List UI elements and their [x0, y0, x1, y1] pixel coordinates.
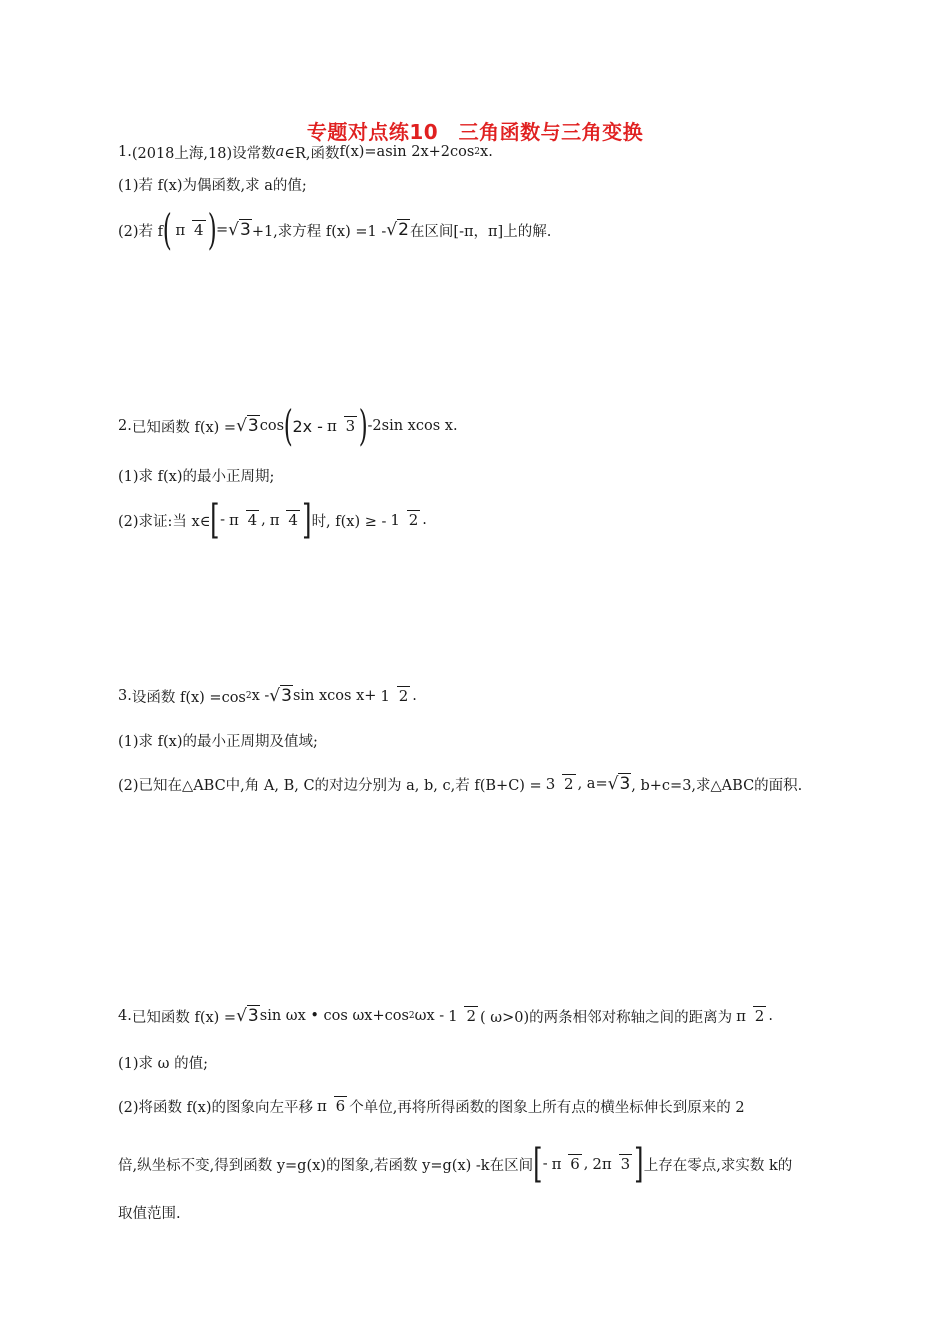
denominator: 2 [398, 687, 409, 705]
stem-text: -2sin xcos x. [367, 418, 458, 434]
stem-text: ωx - [414, 1008, 445, 1024]
problem-4-part2 [118, 1086, 745, 1126]
left-bracket: [ [533, 1141, 543, 1187]
stem-text: (2)将函数 f(x)的图象向左平移 [118, 1099, 314, 1116]
denominator: 6 [570, 1155, 580, 1173]
numerator: π [736, 1007, 747, 1025]
stem-text: (2018上海,18)设常数 [131, 145, 276, 162]
fraction [173, 221, 205, 239]
problem-number: 1. [118, 144, 132, 160]
problem-2-part1: (1)求 f(x)的最小正周期; [118, 468, 275, 485]
fraction [590, 1155, 632, 1173]
sqrt: √2 [386, 220, 409, 240]
sqrt: √3 [236, 416, 259, 436]
stem-text: (2)求证:当 x∈ [118, 513, 211, 530]
stem-text: . [412, 688, 417, 704]
numerator: 1 [380, 687, 390, 705]
fraction [734, 1007, 766, 1025]
numerator: π [326, 417, 337, 435]
numerator: 1 [390, 511, 400, 529]
exponent: 2 [408, 1011, 415, 1021]
problem-3-part1: (1)求 f(x)的最小正周期及值域; [118, 733, 318, 750]
problem-4-stem [118, 996, 773, 1036]
numerator: π [317, 1097, 327, 1115]
problem-number: 4. [118, 1008, 132, 1024]
problem-1-part1: (1)若 f(x)为偶函数,求 a的值; [118, 177, 307, 194]
denominator: 4 [288, 511, 298, 529]
problem-4-part4: 取值范围. [118, 1205, 181, 1222]
stem-text: 已知函数 f(x) = [131, 1009, 237, 1026]
denominator: 2 [754, 1007, 765, 1025]
numerator: 3 [545, 775, 556, 793]
stem-text: 2x - [292, 416, 323, 436]
left-paren: ( [162, 205, 172, 254]
sqrt: √3 [236, 1006, 259, 1026]
numerator: π [228, 511, 239, 529]
page-title: 专题对点练10 三角函数与三角变换 [306, 120, 644, 144]
denominator: 4 [194, 221, 204, 239]
stem-text: x. [480, 144, 493, 160]
radicand: 2 [398, 220, 409, 240]
radicand: 3 [281, 686, 292, 706]
numerator: 1 [448, 1007, 458, 1025]
numerator: π [269, 511, 280, 529]
denominator: 6 [335, 1097, 346, 1115]
numerator: π [175, 221, 186, 239]
fraction [550, 1155, 582, 1173]
problem-2-stem [118, 401, 458, 450]
fraction [388, 511, 420, 529]
numerator: 2π [592, 1155, 612, 1173]
sqrt: √3 [269, 686, 292, 706]
denominator: 3 [620, 1155, 631, 1173]
stem-text: +1,求方程 f(x) =1 - [251, 223, 387, 240]
left-paren: ( [283, 401, 293, 450]
stem-text: , b+c=3,求△ABC的面积. [631, 777, 803, 794]
problem-4-part1: (1)求 ω 的值; [118, 1055, 208, 1072]
numerator: π [551, 1155, 562, 1173]
variable: a [275, 144, 285, 160]
stem-text: (2)已知在△ABC中,角 A, B, C的对边分别为 a, b, c,若 f(B+C) = [118, 777, 542, 794]
stem-text: 上存在零点,求实数 k的 [643, 1157, 793, 1174]
stem-text: 设函数 f(x) =cos [131, 689, 246, 706]
stem-text: 在区间[-π，π]上的解. [409, 223, 552, 240]
fraction [446, 1007, 478, 1025]
stem-text: (2)若 f [118, 223, 164, 240]
stem-text: f(x) [339, 144, 365, 160]
stem-text: 时, f(x) ≥ - [311, 513, 387, 530]
stem-text: . [768, 1008, 773, 1024]
exponent: 2 [474, 147, 481, 157]
problem-number: 3. [118, 688, 132, 704]
right-bracket: ] [302, 497, 312, 543]
left-bracket: [ [210, 497, 220, 543]
fraction [378, 687, 410, 705]
right-paren: ) [358, 401, 368, 450]
stem-text: =asin 2x+2cos [364, 144, 475, 160]
stem-text: . [422, 512, 427, 528]
stem-text: 倍,纵坐标不变,得到函数 y=g(x)的图象,若函数 y=g(x) -k在区间 [118, 1157, 534, 1174]
exponent: 2 [245, 691, 252, 701]
radicand: 3 [239, 220, 251, 240]
radicand: 3 [247, 1006, 259, 1026]
fraction [227, 511, 259, 529]
stem-text: sin ωx • cos ωx+cos [259, 1008, 409, 1024]
stem-text: , a= [577, 776, 608, 792]
right-paren: ) [207, 205, 217, 254]
sqrt: √3 [228, 220, 251, 240]
stem-text: cos [259, 418, 285, 434]
problem-1-part2 [118, 205, 552, 254]
stem-text: x - [251, 688, 270, 704]
comma: , [583, 1156, 589, 1172]
problem-3-part2 [118, 764, 802, 804]
problem-4-part3 [118, 1141, 793, 1187]
right-bracket: ] [634, 1141, 644, 1187]
stem-text: ( ω>0)的两条相邻对称轴之间的距离为 [480, 1009, 733, 1026]
problem-2-part2 [118, 497, 427, 543]
comma: , [261, 512, 266, 528]
denominator: 3 [345, 417, 356, 435]
stem-text: sin xcos x+ [292, 688, 377, 704]
sqrt: √3 [607, 774, 631, 794]
stem-text: = [215, 222, 229, 238]
problem-3-stem [118, 676, 417, 716]
stem-text: 个单位,再将所得函数的图象上所有点的横坐标伸长到原来的 2 [349, 1099, 745, 1116]
fraction [325, 417, 357, 435]
fraction [544, 775, 576, 793]
stem-text: ∈R,函数 [284, 145, 340, 162]
stem-text: 已知函数 f(x) = [131, 419, 237, 436]
fraction [315, 1097, 347, 1115]
denominator: 4 [247, 511, 258, 529]
denominator: 2 [466, 1007, 477, 1025]
problem-number: 2. [118, 418, 132, 434]
radicand: 3 [619, 774, 631, 794]
radicand: 3 [247, 416, 259, 436]
denominator: 2 [564, 775, 574, 793]
minus: - [542, 1156, 548, 1172]
fraction [268, 511, 300, 529]
minus: - [220, 512, 225, 528]
denominator: 2 [408, 511, 419, 529]
